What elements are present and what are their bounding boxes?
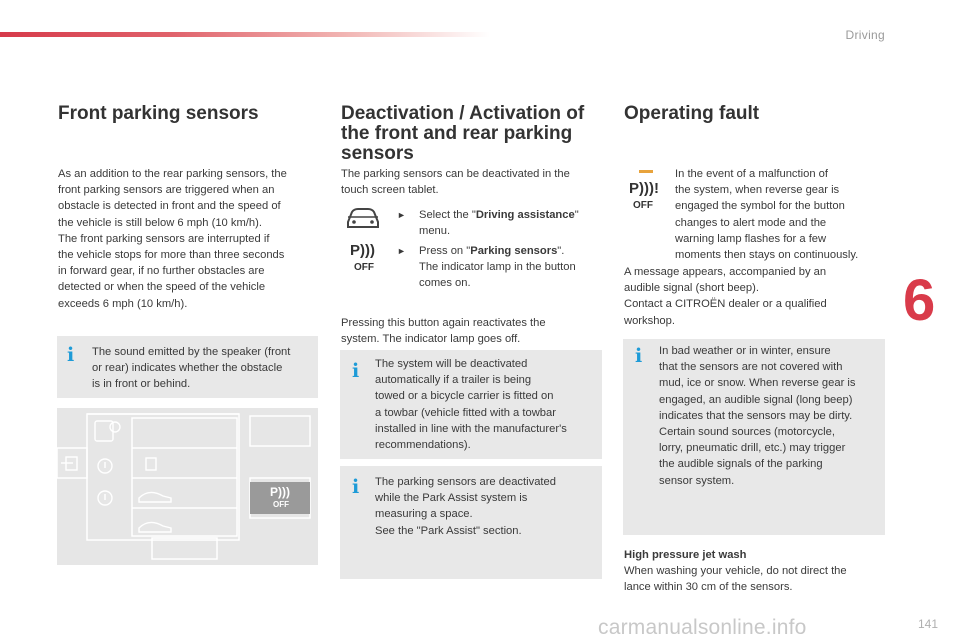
info-note-park-assist: i The parking sensors are deactivated while the Park Assist system is measuring a space. See the "Park Assist" section. — [340, 466, 602, 579]
step-press-parking-sensors: ► Press on "Parking sensors". The indicator lamp in the button comes on. — [397, 245, 576, 290]
info-icon: i — [635, 345, 643, 367]
parking-sensors-screen-button[interactable] — [250, 482, 310, 514]
info-note-trailer: i The system will be deactivated automatically if a trailer is being towed or a bicycle carrier is fitted on a towbar (vehicle fitted with a towbar installed in line with the manufacturer's recommendations). — [340, 350, 602, 459]
fault-message-text: A message appears, accompanied by an audible signal (short beep). Contact a CITROËN dealer or a qualified workshop. — [624, 266, 827, 327]
reactivation-text: Pressing this button again reactivates the system. The indicator lamp goes off. — [341, 317, 546, 346]
info-icon: i — [67, 344, 75, 366]
step-select-driving-assistance: ► Select the "Driving assistance" menu. — [397, 209, 579, 238]
parking-sensor-off-icon: P))) — [270, 485, 290, 499]
info-note-bad-weather: i In bad weather or in winter, ensure that the sensors are not covered with mud, ice or snow. When reverse gear is engaged, an audible signal (long beep) indicates that the sensors may be dirty. Certain sound sources (motorcycle, lorry, pneumatic drill, etc.) may trigger the audible signals of the parking sensor system. — [623, 339, 885, 535]
parking-sensor-off-icon: P))) OFF — [350, 242, 375, 273]
deactivation-intro: The parking sensors can be deactivated in the touch screen tablet. — [341, 168, 570, 197]
info-icon: i — [352, 476, 360, 498]
parking-sensor-fault-icon: P)))! OFF — [627, 170, 669, 214]
operating-fault-title: Operating fault — [624, 103, 760, 124]
touch-screen-illustration — [57, 408, 318, 565]
info-icon: i — [352, 360, 360, 382]
info-note-text: The sound emitted by the speaker (front or rear) indicates whether the obstacle is in front or behind. — [92, 346, 291, 391]
wash-heading: High pressure jet wash — [624, 549, 747, 561]
section-title: Driving — [845, 28, 885, 42]
header-accent-bar — [0, 32, 490, 37]
chapter-number: 6 — [903, 268, 936, 333]
front-sensors-description: As an addition to the rear parking sensors, the front parking sensors are triggered when an obstacle is detected in front and the speed of the vehicle is still below 6 mph (10 km/h). The front parking sensors are interrupted if the vehicle stops for more than three seconds in forward gear, if no further obstacles are detected or when the speed of the vehicle exceeds 6 mph (10 km/h). — [58, 168, 287, 310]
info-note-speaker — [57, 336, 318, 398]
front-parking-sensors-title: Front parking sensors — [58, 103, 259, 124]
high-pressure-wash: High pressure jet wash When washing your vehicle, do not direct the lance within 30 cm of the sensors. — [624, 547, 889, 596]
fault-description: In the event of a malfunction of the system, when reverse gear is engaged the symbol for the button changes to alert mode and the warning lamp flashes for a few moments then stays on continuously. — [675, 168, 859, 262]
screen-off-label: OFF — [273, 500, 289, 509]
car-settings-icon — [344, 202, 382, 232]
page-number: 141 — [918, 617, 939, 631]
watermark: carmanualsonline.info — [598, 616, 807, 639]
deactivation-title: Deactivation / Activation of the front and rear parking sensors — [341, 103, 585, 164]
